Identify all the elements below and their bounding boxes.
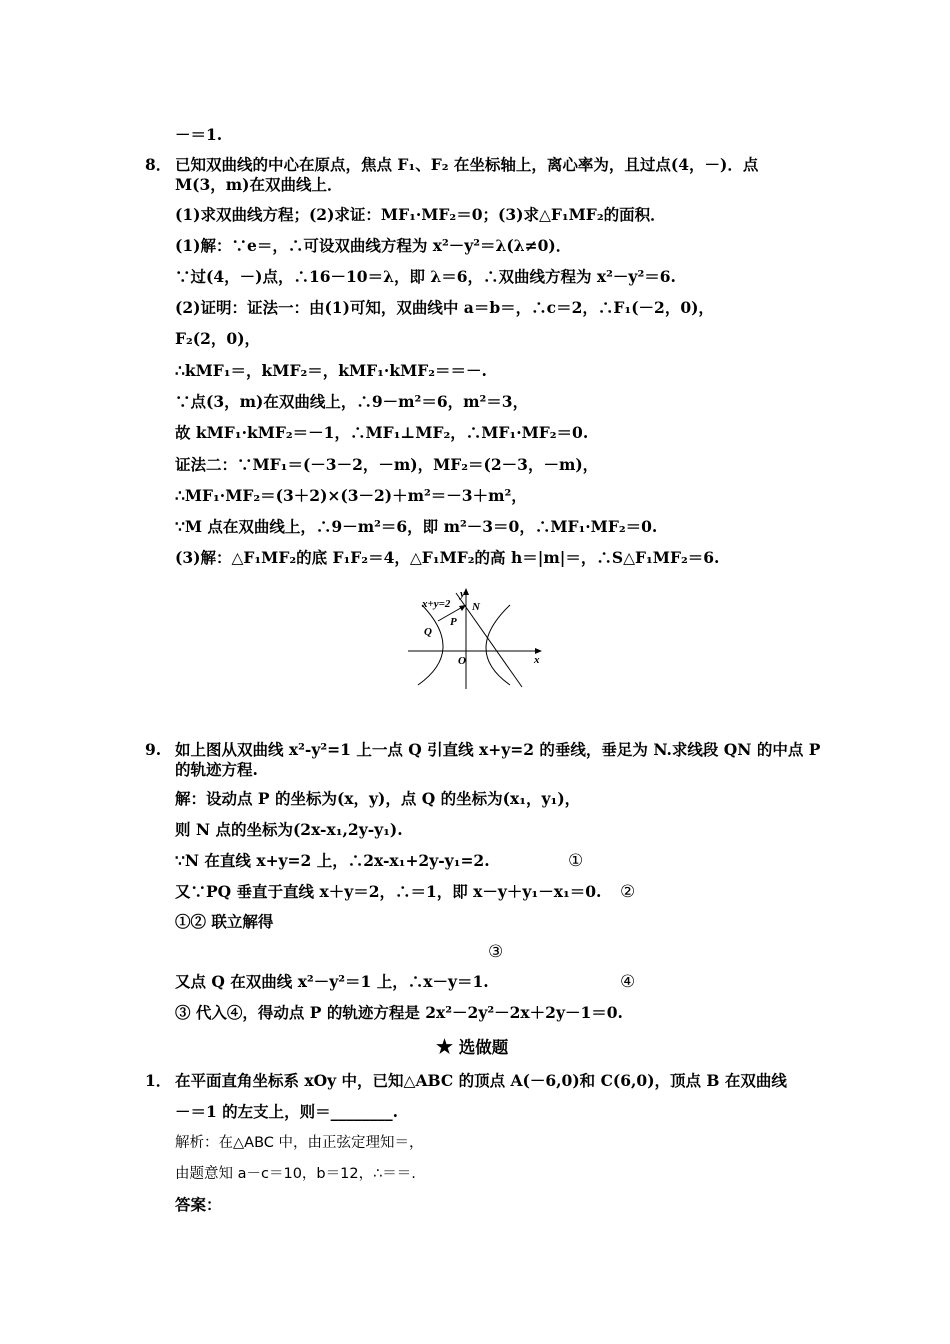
hyperbola-figure [400, 585, 550, 695]
origin-label: O [458, 655, 466, 667]
line-label: x+y=2 [422, 598, 451, 610]
text-line: ∴kMF₁＝，kMF₂＝，kMF₁·kMF₂＝＝－. [175, 361, 487, 380]
y-axis-label: y [460, 588, 465, 600]
problem-number: 9. [145, 740, 162, 759]
text-line: ∵过(4，－)点，∴16－10＝λ，即 λ＝6，∴双曲线方程为 x²－y²＝6. [175, 267, 676, 286]
text-line: F₂(2，0)， [175, 329, 261, 348]
equation-mark: ① [568, 851, 584, 871]
hyperbola-right-branch [486, 605, 510, 685]
text-line: 解：设动点 P 的坐标为(x，y)，点 Q 的坐标为(x₁，y₁)， [175, 789, 581, 808]
text-line: ∵M 点在双曲线上，∴9－m²＝6，即 m²－3＝0，∴MF₁·MF₂＝0. [175, 517, 658, 536]
hyperbola-left-branch [418, 605, 443, 685]
section-heading-text: 选做题 [458, 1038, 509, 1057]
text-line: ∵N 在直线 x+y=2 上，∴2x-x₁+2y-y₁=2. [175, 851, 490, 870]
analysis-line: 由题意知 a－c＝10，b＝12，∴＝＝. [175, 1166, 416, 1182]
text-line: 则 N 点的坐标为(2x-x₁,2y-y₁). [175, 820, 403, 839]
problem-statement: 在平面直角坐标系 xOy 中，已知△ABC 的顶点 A(－6,0)和 C(6,0)，顶点 B 在双曲线 [175, 1071, 787, 1090]
star-icon: ★ [436, 1036, 454, 1058]
text-line: (2)证明：证法一：由(1)可知，双曲线中 a＝b＝，∴c＝2，∴F₁(－2，0)， [175, 298, 714, 317]
problem-statement: 的轨迹方程. [175, 760, 258, 779]
text-line: ∵点(3，m)在双曲线上，∴9－m²＝6，m²＝3， [175, 392, 529, 411]
text-line: (1)求双曲线方程；(2)求证：MF₁·MF₂＝0；(3)求△F₁MF₂的面积． [175, 205, 666, 224]
point-p-label: P [450, 616, 457, 628]
x-axis-label: x [534, 654, 540, 666]
problem-statement: 如上图从双曲线 x²-y²=1 上一点 Q 引直线 x+y=2 的垂线，垂足为 N.求线段 QN 的中点 P [175, 740, 821, 759]
problem-number: 8． [145, 155, 172, 174]
equation-mark: ④ [620, 972, 636, 992]
text-line: ①② 联立解得 [175, 912, 274, 931]
problem-statement: 已知双曲线的中心在原点，焦点 F₁、F₂ 在坐标轴上，离心率为，且过点(4，－)．点 [175, 155, 759, 174]
problem-statement: M(3，m)在双曲线上． [175, 175, 343, 194]
text-line: 证法二：∵MF₁＝(－3－2，－m)，MF₂＝(2－3，－m)， [175, 455, 599, 474]
point-n-label: N [472, 601, 480, 613]
equation-mark: ② [620, 882, 636, 902]
point-q-label: Q [424, 626, 432, 638]
problem-statement: －＝1 的左支上，则＝________. [175, 1102, 399, 1121]
text-line: 故 kMF₁·kMF₂＝－1，∴MF₁⊥MF₂，∴MF₁·MF₂＝0. [175, 423, 589, 442]
text-line: (1)解：∵e＝，∴可设双曲线方程为 x²－y²＝λ(λ≠0)． [175, 236, 572, 255]
text-line: ③ 代入④，得动点 P 的轨迹方程是 2x²－2y²－2x＋2y－1＝0. [175, 1003, 623, 1022]
text-line: 又∵PQ 垂直于直线 x＋y＝2，∴＝1，即 x－y＋y₁－x₁＝0. [175, 882, 602, 901]
problem-number: 1． [145, 1071, 172, 1090]
text-line: －＝1. [175, 125, 223, 144]
analysis-line: 解析：在△ABC 中，由正弦定理知＝， [175, 1135, 424, 1151]
equation-mark: ③ [488, 942, 504, 962]
text-line: 又点 Q 在双曲线 x²－y²＝1 上，∴x－y＝1. [175, 972, 489, 991]
section-heading [436, 1036, 508, 1059]
text-line: ∴MF₁·MF₂＝(3＋2)×(3－2)＋m²＝－3＋m²， [175, 486, 527, 505]
answer-label: 答案： [175, 1195, 222, 1214]
text-line: (3)解：△F₁MF₂的底 F₁F₂＝4，△F₁MF₂的高 h＝|m|＝，∴S△F₁MF₂＝6. [175, 548, 720, 567]
